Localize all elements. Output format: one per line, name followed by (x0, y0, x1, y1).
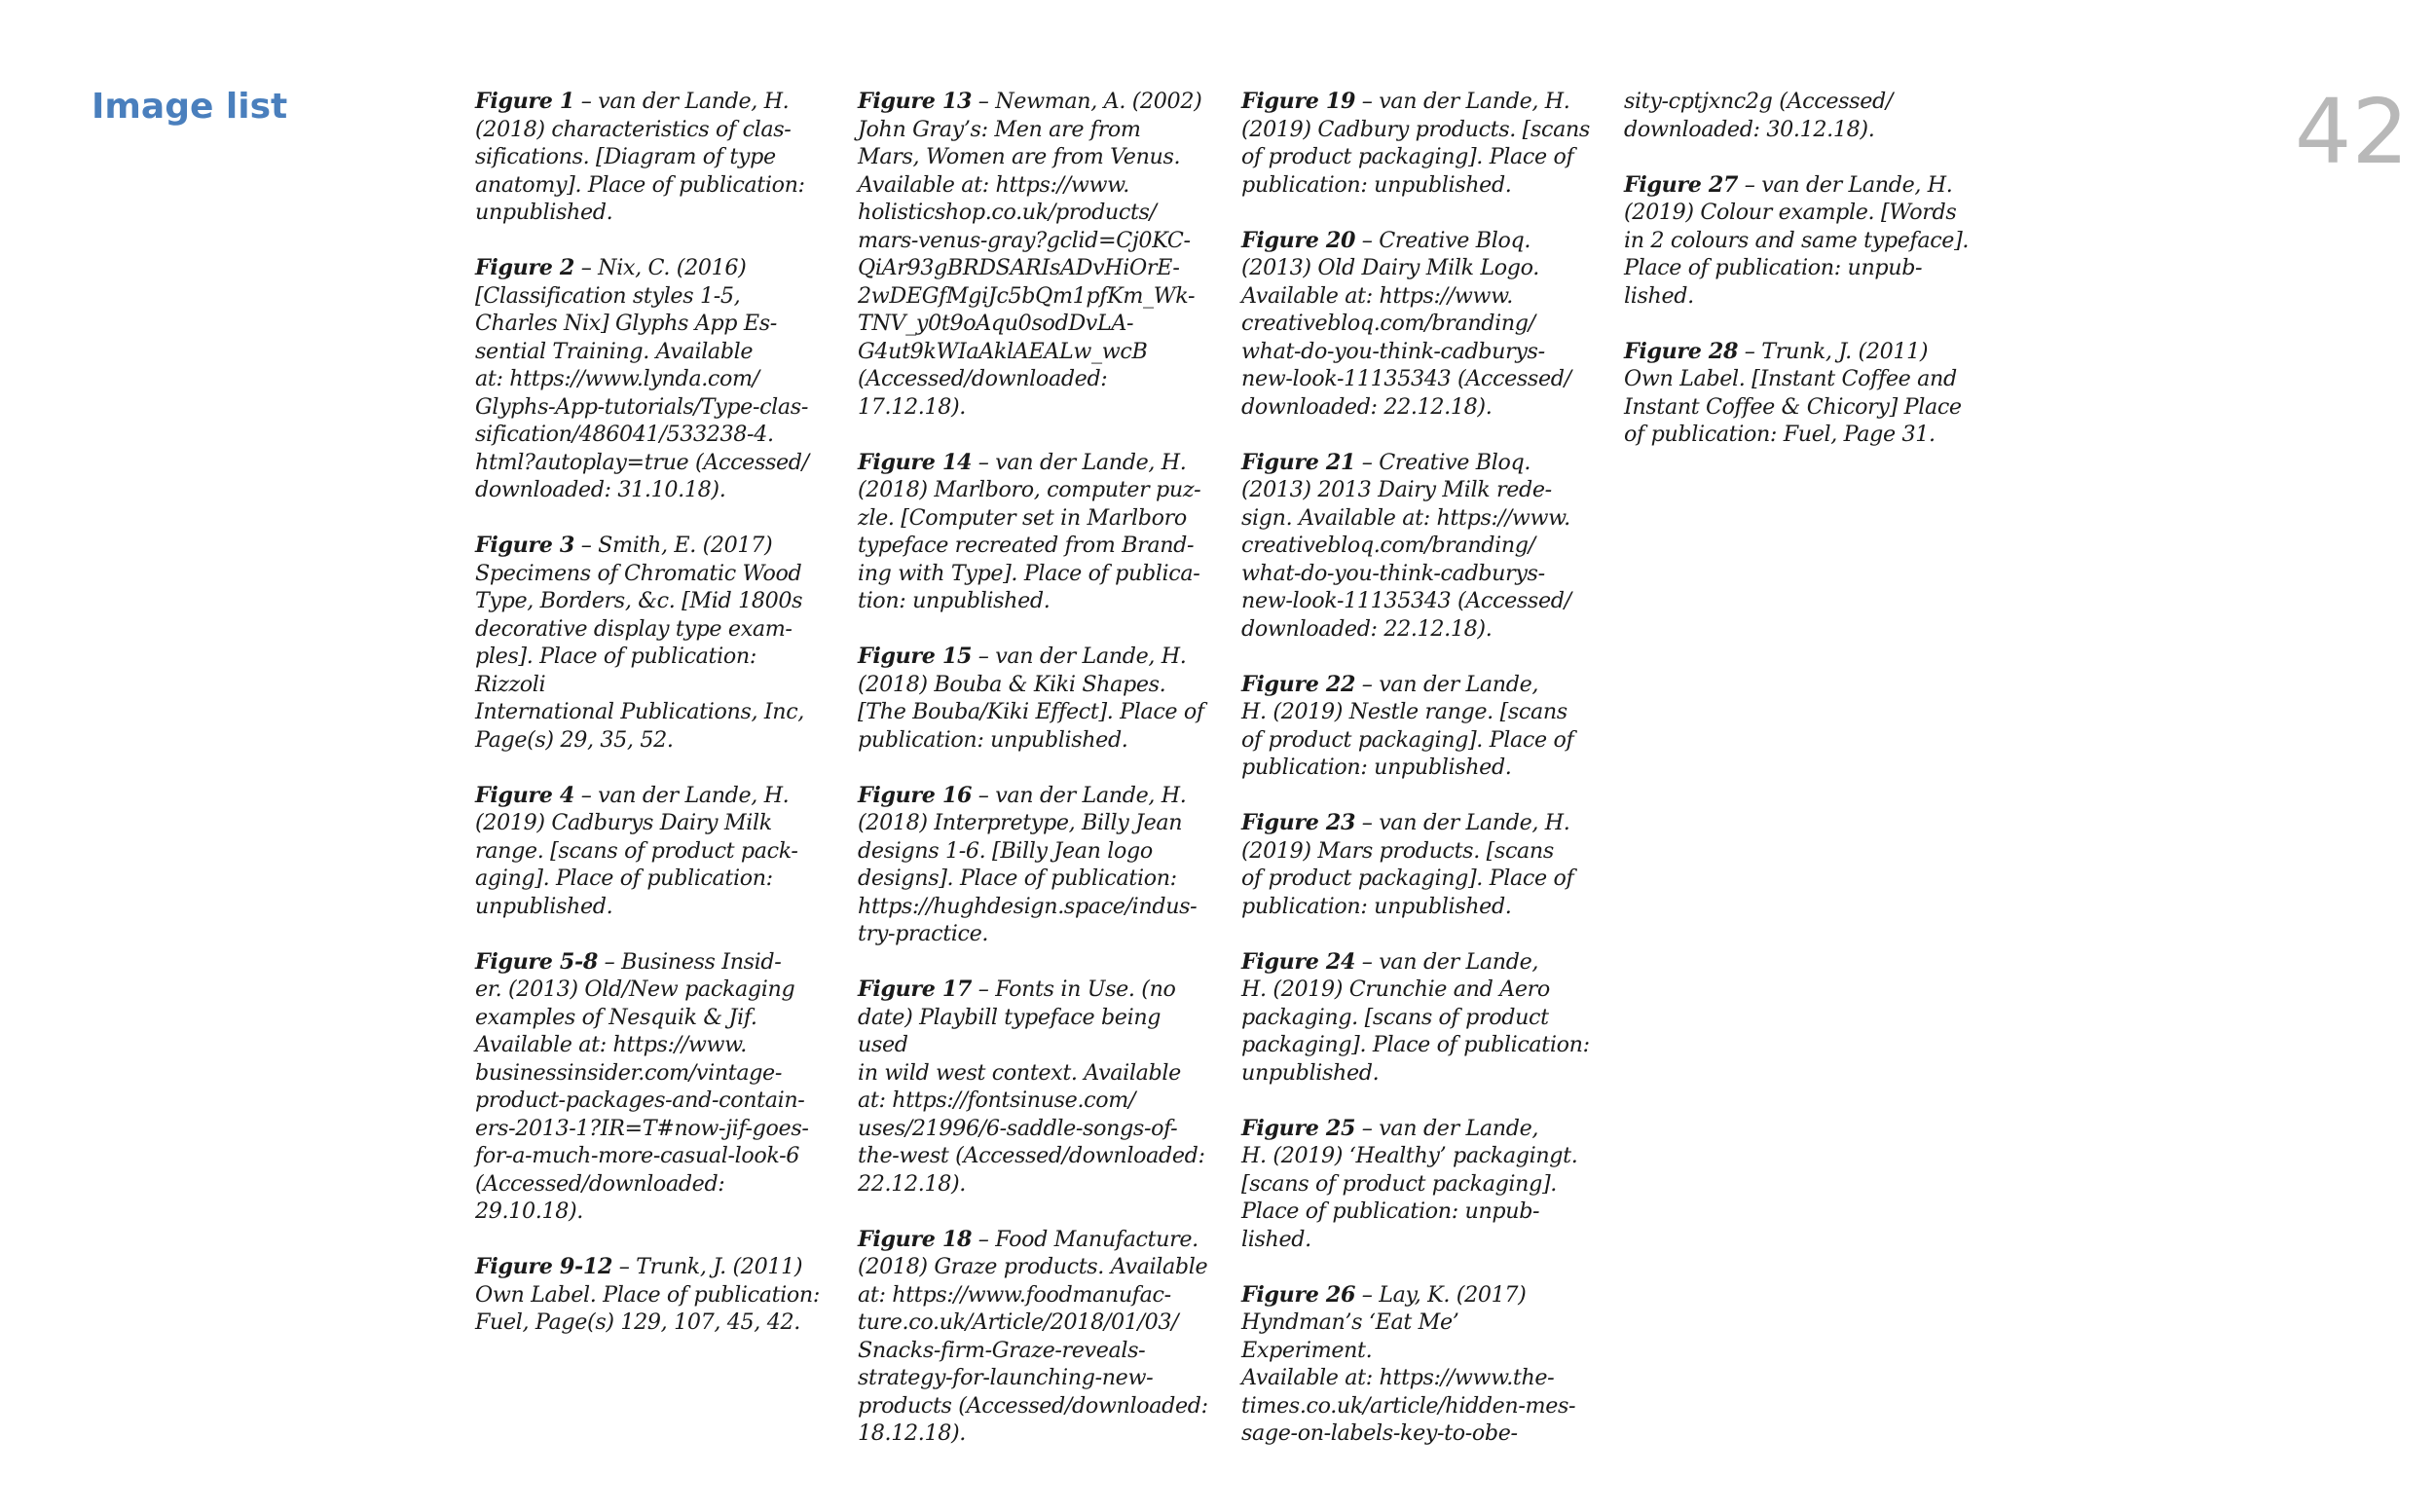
figure-entry (475, 948, 830, 1226)
figure-label: Figure 23 (1241, 810, 1356, 835)
figure-label: Figure 3 (475, 533, 574, 558)
figure-label: Figure 24 (1241, 948, 1356, 975)
figure-entry (858, 1226, 1212, 1448)
figure-label: Figure 1 (475, 89, 574, 114)
figure-label: Figure 27 (1624, 171, 1739, 198)
figure-entry (475, 782, 830, 921)
figure-label: Figure 19 (1241, 89, 1356, 114)
figure-entry (1241, 1281, 1596, 1448)
figure-label: Figure 28 (1624, 338, 1739, 364)
figure-entry (1241, 449, 1596, 644)
figure-entry (475, 532, 830, 754)
figure-citation: – van der Lande, H. (2018) Bouba & Kiki Shapes. [The Bouba/Kiki Effect]. Place of publication: unpublished. (858, 644, 1204, 753)
figure-label: Figure 5-8 (475, 948, 598, 975)
figure-citation: – van der Lande, H. (2019) ‘Healthy’ packagingt. [scans of product packaging]. Place of publication: unpub- lished. (1241, 1115, 1578, 1252)
figure-citation: – van der Lande, H. (2019) Cadburys Dairy Milk range. [scans of product pack- aging]. Place of publication: unpublished. (475, 782, 798, 919)
figure-entry (1624, 338, 1978, 449)
page-title: Image list (92, 87, 288, 127)
figure-entry (1241, 809, 1596, 920)
figure-entry (475, 88, 830, 227)
figure-entry (1241, 227, 1596, 422)
figure-entry (1241, 948, 1596, 1088)
figure-label: Figure 26 (1241, 1281, 1356, 1308)
figure-citation: – Smith, E. (2017) Specimens of Chromatic Wood Type, Borders, &c. [Mid 1800s decorative display type exam- ples]. Place of publication: Rizzoli International Publications, Inc, Page(s) 29, 35, 52. (475, 533, 805, 753)
figure-entry (858, 782, 1212, 948)
figure-entry (858, 449, 1212, 615)
figure-citation: – Food Manufacture. (2018) Graze products. Available at: https://www.foodmanufac- ture.co.uk/Article/2018/01/03/ Snacks-firm-Graze-reveals- strategy-for-launching-new- products (Accessed/downloaded: 18.12.18). (858, 1226, 1208, 1446)
figure-citation: – Trunk, J. (2011) Own Label. [Instant Coffee and Instant Coffee & Chicory] Place of publication: Fuel, Page 31. (1624, 338, 1962, 447)
figure-citation: – Business Insid- er. (2013) Old/New packaging examples of Nesquik & Jif. Available at: https://www. businessinsider.com/vintage- product-packages-and-contain- ers-2013-1?IR=T#now-jif-goes- for-a-much-more-casual-look-6 (Accessed/downloaded: 29.10.18). (475, 948, 809, 1224)
figure-entry (475, 1253, 830, 1337)
figure-entry (475, 254, 830, 504)
figure-citation: – Fonts in Use. (no date) Playbill typeface being used in wild west context. Available at: https://fontsinuse.com/ uses/21996/6-saddle-songs-of- the-west (Accessed/downloaded: 22.12.18). (858, 977, 1205, 1197)
figure-citation: – Creative Bloq. (2013) Old Dairy Milk Logo. Available at: https://www. creativebloq.com/branding/ what-do-you-think-cadburys- new-look-11135343 (Accessed/ downloaded: 22.12.18). (1241, 227, 1571, 420)
figure-label: Figure 22 (1241, 671, 1356, 697)
figure-entry (1241, 671, 1596, 782)
figure-entry (858, 643, 1212, 754)
figure-label: Figure 15 (858, 644, 973, 669)
figure-label: Figure 9-12 (475, 1254, 613, 1279)
page-number: 42 (2294, 80, 2409, 184)
figure-label: Figure 25 (1241, 1115, 1356, 1141)
image-list-column-1 (475, 88, 830, 1364)
figure-label: Figure 2 (475, 255, 574, 280)
figure-label: Figure 17 (858, 977, 973, 1002)
figure-entry (858, 88, 1212, 421)
figure-label: Figure 18 (858, 1226, 973, 1252)
figure-citation: – van der Lande, H. (2018) Marlboro, computer puz- zle. [Computer set in Marlboro typeface recreated from Brand- ing with Type]. Place of publica- tion: unpublished. (858, 449, 1201, 613)
image-list-column-4 (1624, 88, 1978, 476)
image-list-column-3 (1241, 88, 1596, 1475)
figure-citation: – van der Lande, H. (2018) Interpretype, Billy Jean designs 1-6. [Billy Jean logo designs]. Place of publication: https://hughdesign.space/indus- try-practice. (858, 782, 1198, 946)
figure-label: Figure 20 (1241, 227, 1356, 253)
figure-label: Figure 21 (1241, 449, 1356, 475)
figure-citation: – van der Lande, H. (2019) Cadbury products. [scans of product packaging]. Place of publication: unpublished. (1241, 89, 1590, 198)
figure-citation: – Nix, C. (2016) [Classification styles 1-5, Charles Nix] Glyphs App Es- sential Training. Available at: https://www.lynda.com/ Glyphs-App-tutorials/Type-clas- sification/486041/533238-4. html?autoplay=true (Accessed/ downloaded: 31.10.18). (475, 255, 809, 502)
figure-entry (1241, 88, 1596, 199)
figure-entry (858, 976, 1212, 1198)
figure-label: Figure 13 (858, 89, 973, 114)
image-list-column-2 (858, 88, 1212, 1475)
figure-citation: – van der Lande, H. (2018) characteristics of clas- sifications. [Diagram of type anatomy]. Place of publication: unpublished. (475, 89, 805, 225)
figure-label: Figure 4 (475, 782, 574, 808)
figure-citation: – van der Lande, H. (2019) Mars products. [scans of product packaging]. Place of publication: unpublished. (1241, 810, 1574, 919)
figure-entry (1241, 1115, 1596, 1254)
figure-citation: – Newman, A. (2002) John Gray’s: Men are from Mars, Women are from Venus. Available at: https://www. holisticshop.co.uk/products/ mars-venus-gray?gclid=Cj0KC- QiAr93gBRDSARIsADvHiOrE- 2wDEGfMgiJc5bQm1pfKm_Wk- TNV_y0t9oAqu0sodDvLA- G4ut9kWIaAklAEALw_wcB (Accessed/downloaded: 17.12.18). (858, 89, 1202, 420)
figure-label: Figure 16 (858, 782, 973, 808)
figure-citation: sity-cptjxnc2g (Accessed/ downloaded: 30.12.18). (1624, 89, 1893, 142)
figure-citation: – Creative Bloq. (2013) 2013 Dairy Milk rede- sign. Available at: https://www. creativebloq.com/branding/ what-do-you-think-cadburys- new-look-11135343 (Accessed/ downloaded: 22.12.18). (1241, 449, 1571, 642)
figure-citation: – van der Lande, H. (2019) Colour example. [Words in 2 colours and same typeface]. Place of publication: unpub- lished. (1624, 171, 1970, 309)
figure-entry-continued (1624, 88, 1978, 143)
figure-entry (1624, 171, 1978, 311)
figure-label: Figure 14 (858, 449, 973, 475)
figure-citation: – Trunk, J. (2011) Own Label. Place of publication: Fuel, Page(s) 129, 107, 45, 42. (475, 1254, 820, 1335)
figure-citation: – van der Lande, H. (2019) Crunchie and Aero packaging. [scans of product packaging]. Place of publication: unpublished. (1241, 948, 1590, 1086)
figure-citation: – van der Lande, H. (2019) Nestle range. [scans of product packaging]. Place of publication: unpublished. (1241, 671, 1574, 780)
figure-citation: – Lay, K. (2017) Hyndman’s ‘Eat Me’ Experiment. Available at: https://www.the- times.co.uk/article/hidden-mes- sage-on-labels-key-to-obe- (1241, 1281, 1576, 1446)
